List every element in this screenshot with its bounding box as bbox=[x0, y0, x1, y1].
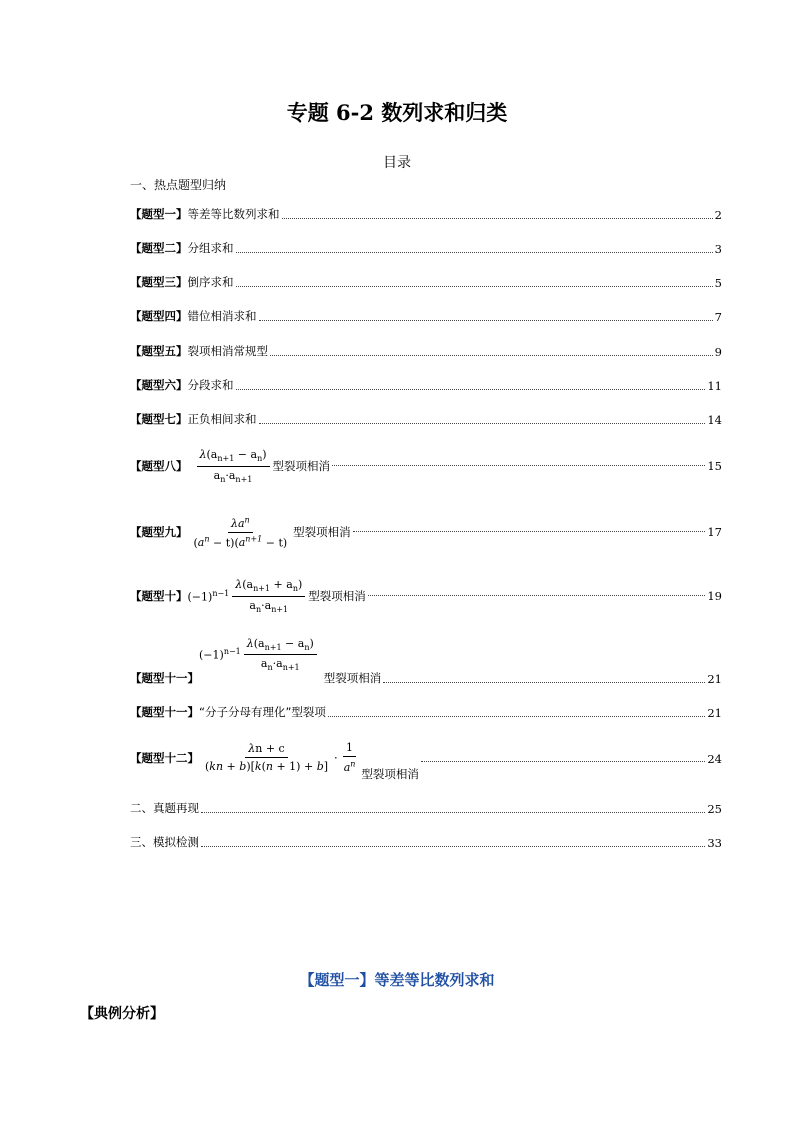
toc-tag: 【题型一】 bbox=[130, 207, 188, 221]
toc-leader bbox=[421, 760, 705, 762]
toc-tag: 【题型十二】 bbox=[130, 751, 199, 765]
toc-entry-11[interactable] bbox=[130, 636, 722, 686]
toc-page: 25 bbox=[707, 802, 722, 816]
toc-section-mock-test[interactable] bbox=[130, 834, 722, 850]
toc-tag: 【题型九】 bbox=[130, 525, 188, 539]
toc-title: 倒序求和 bbox=[187, 275, 234, 289]
toc-leader bbox=[236, 285, 713, 287]
toc-heading: 目录 bbox=[383, 155, 411, 171]
toc-leader bbox=[201, 845, 705, 847]
toc-leader bbox=[236, 251, 713, 253]
toc-leader bbox=[383, 681, 705, 683]
toc-page: 21 bbox=[707, 706, 722, 720]
toc-title: 三、模拟检测 bbox=[130, 835, 199, 849]
toc-page: 21 bbox=[707, 672, 722, 686]
toc-page: 11 bbox=[707, 379, 722, 393]
toc-leader bbox=[353, 530, 706, 532]
formula-type-11: $(-1)^{n-1}$ $\frac{\lambda(a_{n+1} - a_n)}{a_n\cdot a_{n+1}}$ bbox=[199, 637, 320, 672]
page-title: 专题 6-2 数列求和归类 bbox=[286, 100, 508, 125]
toc-title: 二、真题再现 bbox=[130, 801, 199, 815]
toc-title: 分段求和 bbox=[187, 378, 234, 392]
example-label: 【典例分析】 bbox=[80, 1006, 164, 1022]
toc-page: 3 bbox=[714, 242, 722, 256]
toc-leader bbox=[328, 715, 705, 717]
section-hot-topics: 一、热点题型归纳 bbox=[130, 178, 227, 192]
toc-entry-4[interactable] bbox=[130, 308, 722, 324]
toc-title: 型裂项相消 bbox=[272, 459, 331, 473]
toc-leader bbox=[259, 422, 706, 424]
toc-leader bbox=[201, 811, 705, 813]
toc-page: 5 bbox=[714, 276, 722, 290]
toc-tag: 【题型七】 bbox=[130, 412, 188, 426]
toc-title: 型裂项相消 bbox=[308, 589, 366, 603]
toc-tag: 【题型十一】 bbox=[130, 671, 199, 685]
toc-title: 等差等比数列求和 bbox=[187, 207, 280, 221]
toc-entry-3[interactable] bbox=[130, 274, 722, 290]
formula-type-10: $(-1)^{n-1}$ $\frac{\lambda(a_{n+1} + a_n)}{a_n\cdot a_{n+1}}$ bbox=[188, 578, 309, 613]
toc-title: 型裂项相消 bbox=[293, 525, 351, 539]
section-banner: 【题型一】等差等比数列求和 bbox=[299, 971, 495, 989]
toc-page: 15 bbox=[707, 459, 722, 473]
toc-title: 型裂项相消 bbox=[323, 671, 382, 685]
toc-tag: 【题型四】 bbox=[130, 309, 188, 323]
toc-entry-7[interactable] bbox=[130, 411, 722, 427]
toc-tag: 【题型十一】 bbox=[130, 705, 199, 719]
formula-type-12: $\frac{\lambda n + c}{(kn + b)[k(n + 1) + b]}$ · $\frac{1}{a^n}$ bbox=[205, 741, 356, 774]
toc-entry-2[interactable] bbox=[130, 240, 722, 256]
toc-entry-1[interactable] bbox=[130, 206, 722, 222]
toc-entry-5[interactable] bbox=[130, 343, 722, 359]
toc-entry-6[interactable] bbox=[130, 377, 722, 393]
toc-entry-12[interactable] bbox=[130, 736, 722, 782]
toc-leader bbox=[259, 319, 713, 321]
toc-entry-9[interactable] bbox=[130, 510, 722, 554]
toc-leader bbox=[236, 388, 706, 390]
formula-type-8: $\frac{\lambda(a_{n+1} - a_n)}{a_n\cdot a_{n+1}}$ bbox=[194, 448, 273, 483]
toc-page: 33 bbox=[707, 836, 722, 850]
toc-tag: 【题型六】 bbox=[130, 378, 188, 392]
toc-title: 裂项相消常规型 bbox=[187, 344, 268, 358]
toc-entry-11b[interactable] bbox=[130, 704, 722, 720]
formula-type-9: $\frac{\lambda a^n}{(a^n - t)(a^{n+1} - t)}$ bbox=[193, 514, 288, 550]
toc-tag: 【题型三】 bbox=[130, 275, 188, 289]
toc-leader bbox=[332, 464, 705, 466]
toc-page: 9 bbox=[714, 345, 722, 359]
toc-tag: 【题型五】 bbox=[130, 344, 188, 358]
toc-page: 2 bbox=[714, 208, 722, 222]
toc-tag: 【题型二】 bbox=[130, 241, 188, 255]
toc-entry-8[interactable] bbox=[130, 446, 722, 486]
toc-leader bbox=[368, 594, 706, 596]
toc-leader bbox=[270, 354, 713, 356]
toc-title: 分组求和 bbox=[187, 241, 234, 255]
toc-title: “分子分母有理化”型裂项 bbox=[199, 705, 326, 719]
toc-page: 24 bbox=[707, 752, 722, 766]
toc-page: 19 bbox=[707, 589, 722, 603]
toc-page: 14 bbox=[707, 413, 722, 427]
toc-section-real-exams[interactable] bbox=[130, 800, 722, 816]
toc-title: 错位相消求和 bbox=[187, 309, 257, 323]
toc-leader bbox=[282, 217, 713, 219]
toc-title: 型裂项相消 bbox=[361, 767, 419, 781]
toc-page: 17 bbox=[707, 525, 722, 539]
toc-entry-10[interactable] bbox=[130, 576, 722, 616]
toc-tag: 【题型十】 bbox=[130, 589, 188, 603]
toc-title: 正负相间求和 bbox=[187, 412, 257, 426]
toc-page: 7 bbox=[714, 310, 722, 324]
toc-tag: 【题型八】 bbox=[130, 459, 188, 473]
